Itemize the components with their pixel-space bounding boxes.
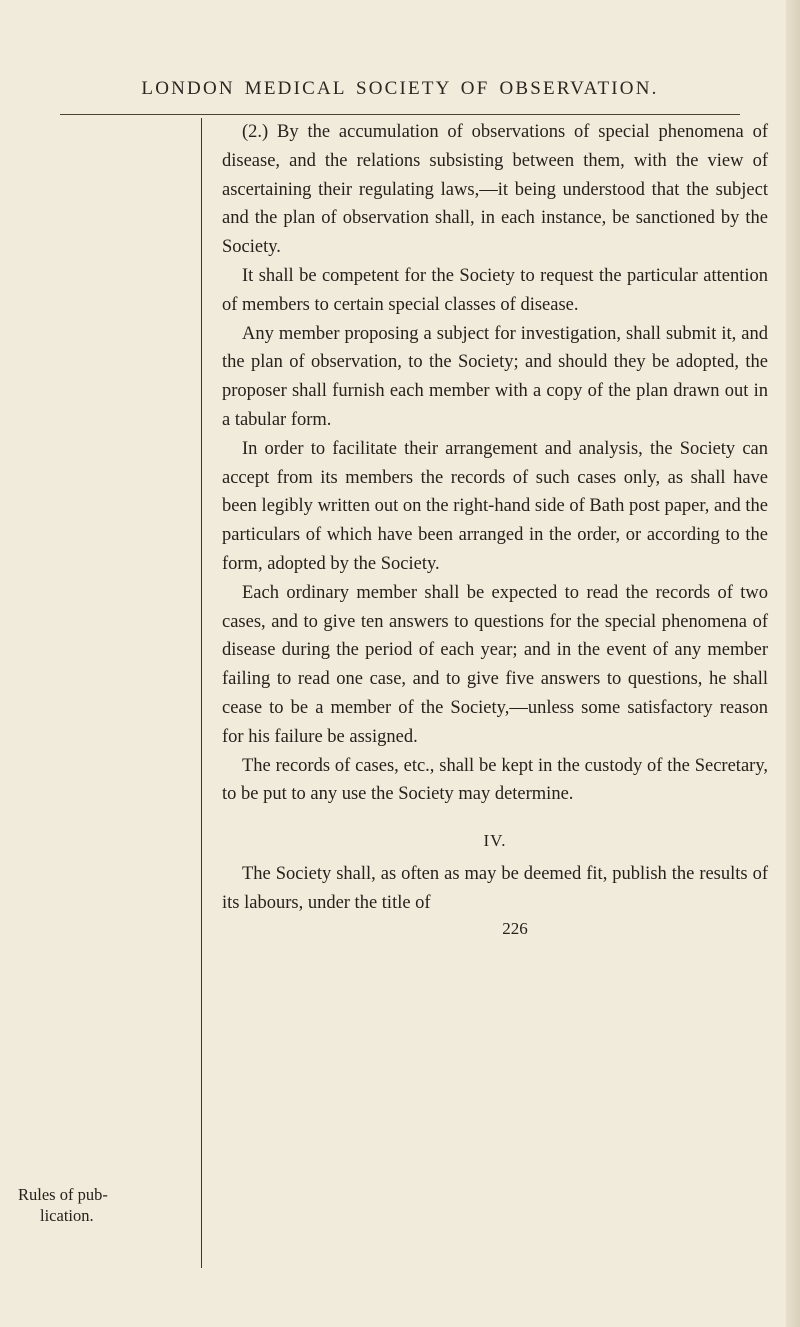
page-edge-shadow xyxy=(786,0,800,1327)
page-number: 226 xyxy=(502,918,528,938)
main-text-column xyxy=(222,118,768,940)
paragraph-6: The records of cases, etc., shall be kept in the custody of the Secretary, to be put to any use the Society may determine. xyxy=(222,755,768,805)
margin-note-line-2: lication. xyxy=(40,1206,94,1225)
paragraph-3: Any member proposing a subject for investigation, shall submit it, and the plan of observation, to the Society; and should they be adopted, the proposer shall furnish each member with a copy of the plan drawn out in a tabular form. xyxy=(222,323,768,430)
margin-column-rule xyxy=(201,118,202,1268)
section-paragraph: The Society shall, as often as may be deemed fit, publish the results of its labours, under the title of xyxy=(222,863,768,913)
margin-note xyxy=(18,1184,198,1226)
header-rule xyxy=(60,114,740,115)
running-header: LONDON MEDICAL SOCIETY OF OBSERVATION. xyxy=(141,78,659,99)
paragraph-5: Each ordinary member shall be expected to read the records of two cases, and to give ten answers to questions for the special phenomena of disease during the period of each year; and in the event of any member failing to read one case, and to give five answers to questions, he shall cease to be a member of the Society,—unless some satisfactory reason for his failure be assigned. xyxy=(222,582,768,747)
paragraph-4: In order to facilitate their arrangement and analysis, the Society can accept from its members the records of such cases only, as shall have been legibly written out on the right-hand side of Bath post paper, and the particulars of which have been arranged in the order, or according to the form, adopted by the Society. xyxy=(222,438,768,574)
paragraph-1: (2.) By the accumulation of observations of special phenomena of disease, and the relations subsisting between them, with the view of ascertaining their regulating laws,—it being understood that the subject and the plan of observation shall, in each instance, be sanctioned by the Society. xyxy=(222,122,768,258)
paragraph-2: It shall be competent for the Society to request the particular attention of members to certain special classes of disease. xyxy=(222,265,768,315)
margin-note-line-1: Rules of pub- xyxy=(18,1185,108,1204)
section-heading: IV. xyxy=(483,831,507,851)
